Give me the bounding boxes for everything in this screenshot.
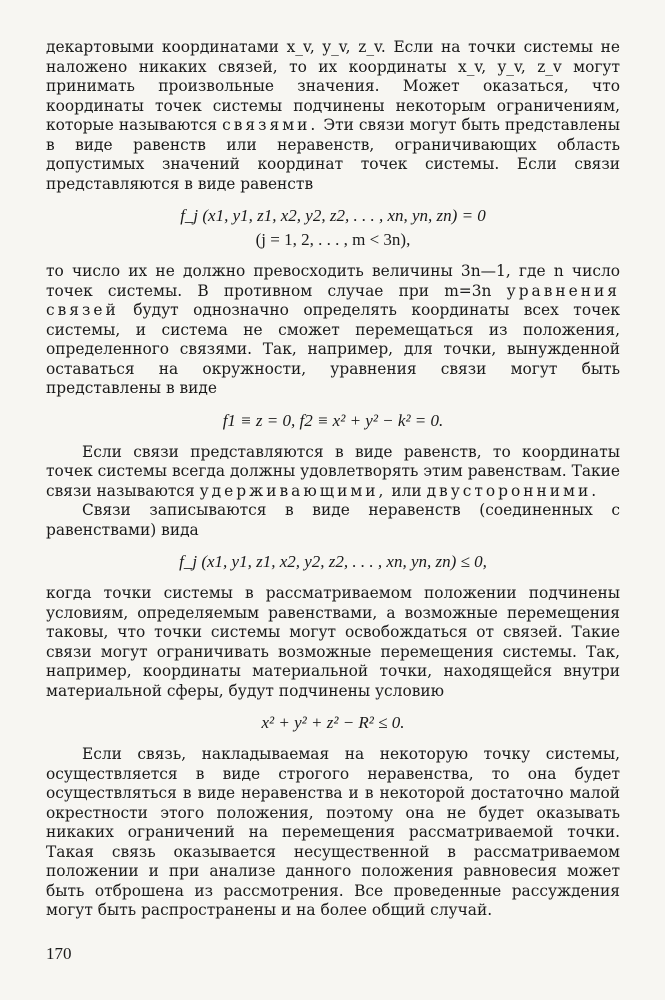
paragraph-6: Если связь, накладываемая на некоторую точку системы, осуществляется в виде строгого неравенства, то она будет осуществляться в виде неравенства и в некоторой достаточно малой окрестности этого положения, поэтому она не будет оказывать никаких ограничений на перемещения рассматриваемой точки. Такая связь оказывается несущественной в рассматриваемом положении и при анализе данного положения равновесия может быть отброшена из рассмотрения. Все проведенные рассуждения могут быть распространены и на более общий случай. [46,745,620,919]
text-p3-head: Если связи представляются в виде равенств, то координаты точек системы всегда должны удовлетворять этим равенствам. Такие связи называются [46,442,620,500]
page-body [46,38,620,921]
formula-f3: f_j (x1, y1, z1, x2, y2, z2, . . . , xn, yn, zn) ≤ 0, [179,552,487,571]
text-p1: декартовыми координатами x_v, y_v, z_v. Если на точки системы не наложено никаких связей, то их координаты x_v, y_v, z_v могут принимать произвольные значения. Может оказаться, что координаты точек системы подчинены некоторым ограничениям, которые называются [46,38,620,134]
text-p2-tail: будут однозначно определять координаты всех точек системы, и система не сможет перемещаться из положения, определенного связями. Так, например, для точки, вынужденной оставаться на окружности, уравнения связи могут быть представлены в виде [46,301,620,397]
term-uderzhivayushchie: удерживающими, [199,481,387,500]
text-p1-tail: Эти связи могут быть представлены в виде равенств или неравенств, ограничивающих область допустимых значений координат точек системы. Если связи представляются в виде равенств [46,116,620,193]
formula-circle [46,409,620,433]
formula-f4: x² + y² + z² − R² ≤ 0. [261,713,405,732]
text-p3-mid: или [391,481,422,500]
paragraph-5: когда точки системы в рассматриваемом положении подчинены условиям, определяемым равенствами, а возможные перемещения таковы, что точки системы могут освобождаться от связей. Такие связи могут ограничивать возможные перемещения системы. Так, например, координаты материальной точки, находящейся внутри материальной сферы, будут подчинены условию [46,584,620,700]
formula-f2: f1 ≡ z = 0, f2 ≡ x² + y² − k² = 0. [222,410,444,430]
formula-equality-constraints [46,204,620,252]
text-p2-head: то число их не должно превосходить величины 3n—1, где n число точек системы. В противном случае при m=3n [46,262,620,300]
term-svyazi: связями. [222,116,319,134]
paragraph-4: Связи записываются в виде неравенств (соединенных с равенствами) вида [46,501,620,539]
paragraph-1 [46,38,620,194]
formula-f1: f_j (x1, y1, z1, x2, y2, z2, . . . , xn, yn, zn) = 0 [180,206,486,225]
paragraph-2 [46,262,620,399]
paragraph-3 [46,443,620,502]
term-uravneniya: уравнения связей [46,281,620,319]
term-dvustoronnie: двусторонними. [426,481,600,500]
formula-sphere [46,711,620,735]
formula-inequality-constraints [46,550,620,574]
formula-f1-condition: (j = 1, 2, . . . , m < 3n), [255,230,411,249]
page-number: 170 [46,944,72,963]
